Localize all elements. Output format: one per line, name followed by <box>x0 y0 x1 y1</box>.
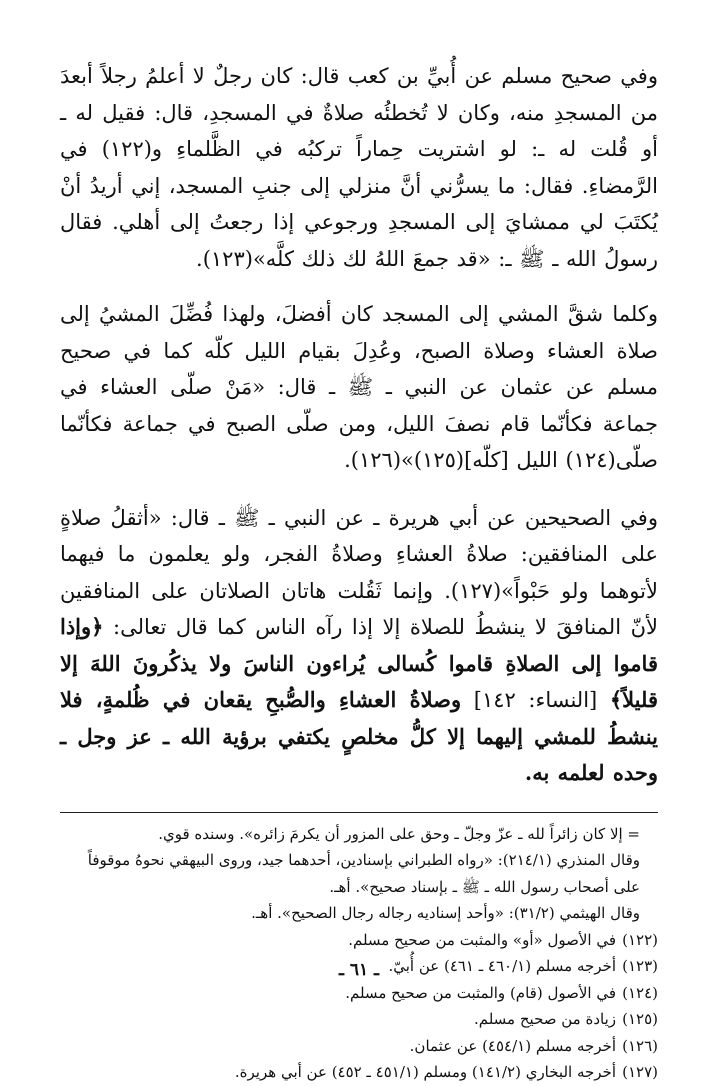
quran-verse: ﴿وإذا قاموا إلى الصلاةِ قاموا كُسالى يُراءون الناسَ ولا يذكُرونَ اللهَ إلا قليلاً﴾ <box>60 614 659 712</box>
paragraph-3-text: وفي الصحيحين عن أبي هريرة ـ عن النبي ـ ﷺ ـ قال: «أثقلُ صلاةٍ على المنافقين: صلاةُ العشاءِ وصلاةُ الفجر، ولو يعلمون ما فيهما لأتوهما ولو حَبْواً»(١٢٧). وإنما ثَقُلت هاتان الصلاتان على المنافقين لأنّ المنافقَ لا ينشطُ للصلاة إلا إذا رآه الناس كما قال تعالى: <box>60 505 658 639</box>
footnote-item <box>60 1059 658 1086</box>
footnote-text: زيادة من صحيح مسلم. <box>473 1010 616 1028</box>
footnote-continuation-line: = إلا كان زائراً لله ـ عزّ وجلّ ـ وحق على المزور أن يكرمَ زائره». وسنده قوي. <box>158 824 640 843</box>
page-number: ـ ٦١ ـ <box>338 960 380 980</box>
footnote-number: (١٢٣) <box>622 957 658 975</box>
footnote-number: (١٢٤) <box>622 983 658 1002</box>
main-text <box>60 58 658 792</box>
footnote-text: أخرجه البخاري (١٤١/٢) ومسلم (٤٥١/١ ـ ٤٥٢) عن أبي هريرة. <box>234 1063 616 1081</box>
footnote-number: (١٢٥) <box>622 1010 658 1028</box>
footnote-number: (١٢٧) <box>622 1063 658 1081</box>
paragraph-1: وفي صحيح مسلم عن أُبيِّ بن كعب قال: كان رجلٌ لا أعلمُ رجلاً أبعدَ من المسجدِ منه، وكان لا تُخطئُه صلاةٌ في المسجدِ، قال: فقيل له ـ أو قُلت له ـ: لو اشتريت حِماراً تركبُه في الظَّلماءِ و(١٢٢) في الرَّمضاءِ. فقال: ما يسرُّني أنَّ منزلي إلى جنبِ المسجد، إني أريدُ أنْ يُكتَبَ لي ممشايَ إلى المسجدِ ورجوعي إذا رجعتُ إلى أهلي. فقال رسولُ الله ـ ﷺ ـ: «قد جمعَ اللهُ لك ذلك كلَّه»(١٢٣). <box>60 64 658 271</box>
verse-reference: [النساء: ١٤٢] <box>473 688 598 712</box>
footnote-number: (١٢٢) <box>622 930 658 949</box>
paragraph-2: وكلما شقَّ المشي إلى المسجد كان أفضلَ، ولهذا فُضِّلَ المشيُ إلى صلاة العشاء وصلاة الصبح، وعُدِلَ بقيام الليل كلّه كما في صحيح مسلم عن عثمان عن النبي ـ ﷺ ـ قال: «مَنْ صلّى العشاء في جماعة فكأنّما قام نصفَ الليل، ومن صلّى الصبح في جماعة فكأنّما صلّى(١٢٤) الليل [كلّه](١٢٥)»(١٢٦). <box>60 302 658 472</box>
footnote-continuation-line: وقال الهيثمي (٣١/٢): «وأحد إسناديه رجاله رجال الصحيح». أهـ. <box>251 904 640 922</box>
footnote-item <box>60 1033 658 1060</box>
paragraph-3-ending: وصلاةُ العشاءِ والصُّبحِ يقعان في ظُلمةٍ، فلا ينشطُ للمشي إليهما إلا كلُّ مخلصٍ يكتفي برؤية الله ـ عز وجل ـ وحده لعلمه به. <box>60 687 658 785</box>
footnote-text: في الأصول «أو» والمثبت من صحيح مسلم. <box>348 930 616 949</box>
footnote-number: (١٢٦) <box>622 1036 658 1055</box>
footnote-item <box>60 980 658 1007</box>
footnote-item <box>60 927 658 954</box>
footnote-text: أخرجه مسلم (٤٥٤/١) عن عثمان. <box>409 1036 616 1055</box>
footnote-continuation-line: وقال المنذري (٢١٤/١): «رواه الطبراني بإسنادين، أحدهما جيد، وروى البيهقي نحوهُ موقوفاً على أصحاب رسول الله ـ ﷺ ـ بإسناد صحيح». أهـ. <box>87 851 640 896</box>
footnote-item <box>60 1006 658 1033</box>
footnote-text: في الأصول (قام) والمثبت من صحيح مسلم. <box>345 983 616 1002</box>
footnotes-section <box>60 812 658 1086</box>
paragraph-3 <box>60 500 658 792</box>
footnote-text: أخرجه مسلم (٤٦٠/١ ـ ٤٦١) عن أُبيّ. <box>388 957 616 975</box>
